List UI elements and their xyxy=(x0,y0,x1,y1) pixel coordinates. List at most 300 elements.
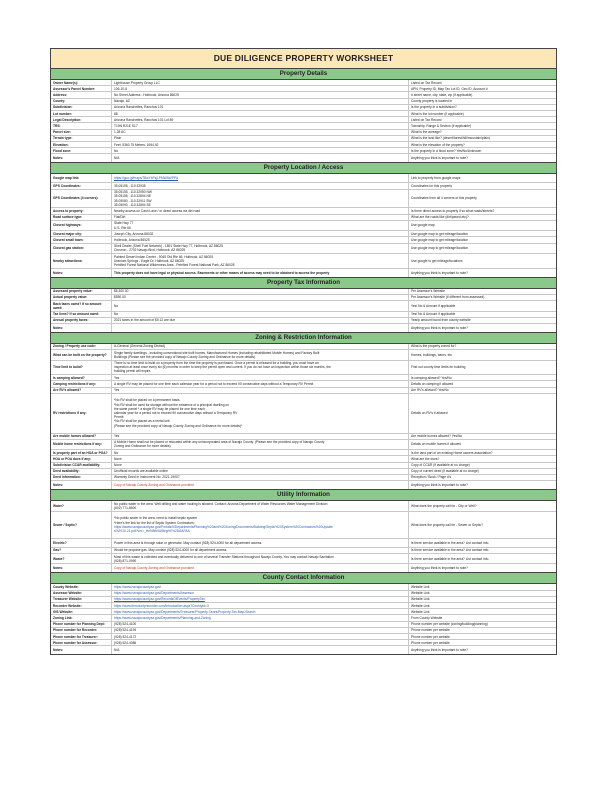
value-text: 2021 taxes in the amount of $9.12 are due xyxy=(114,318,176,323)
value-text: 35.05155, -110.32894 NE xyxy=(114,194,151,199)
row-value xyxy=(112,123,409,128)
row-note: Find out county time limits for building xyxy=(411,365,466,370)
row-value[interactable] xyxy=(112,603,409,608)
row-label: Assessor's Parcel Number: xyxy=(51,86,112,91)
row-note: Website Link xyxy=(411,584,430,589)
table-row xyxy=(51,602,556,608)
table-row xyxy=(51,236,556,242)
row-note: What is the elevation of the property? xyxy=(411,142,465,147)
value-text: *No RV shall be placed on a permanent basis. xyxy=(114,398,181,403)
table-row xyxy=(51,220,556,230)
row-label: Are mobile homes allowed? xyxy=(51,434,112,439)
row-label: Annual property taxes: xyxy=(51,318,112,323)
row-label: Access to property: xyxy=(51,208,112,213)
value-text xyxy=(114,326,406,330)
row-note: Use google map to get mileage/location xyxy=(411,237,469,242)
row-value xyxy=(112,301,409,310)
row-note: What are the roads like (dirt/paved,etc)? xyxy=(411,215,469,220)
value-text: Would be propane gas. May contact (928) 524-4000 for all department access. xyxy=(114,548,228,553)
value-text: Permit xyxy=(114,415,124,420)
table-row xyxy=(51,230,556,236)
row-value xyxy=(112,469,409,474)
table-row xyxy=(51,153,556,162)
section-header: Utility Information xyxy=(50,490,557,501)
row-note: Anything you think is important to note? xyxy=(411,270,468,275)
row-label: Closest small town: xyxy=(51,237,112,242)
row-label: GIS Website: xyxy=(51,609,112,614)
row-label: Notes: xyxy=(51,564,112,572)
value-text: A-General (General Zoning District) xyxy=(114,344,166,349)
value-text: Single family dwellings - including conventional site built homes, Manufactured Homes (including rehabilitated Mobile Homes) and Factory Built xyxy=(114,350,320,355)
row-value xyxy=(112,481,409,489)
table-row xyxy=(51,189,556,208)
table-row xyxy=(51,253,556,268)
row-label: Legal Description: xyxy=(51,117,112,122)
value-text: T19N R21E S17 xyxy=(114,123,138,128)
table-row xyxy=(51,104,556,110)
row-value xyxy=(112,475,409,480)
value-text: Plain xyxy=(114,136,122,141)
value-text: *Here's the link for the list of Septic System Contractors: xyxy=(114,520,195,525)
row-label: Zoning / Property use code: xyxy=(51,344,112,349)
table-row xyxy=(51,614,556,620)
row-note: Use google map to get mileage/location xyxy=(411,246,469,251)
table-row xyxy=(51,116,556,122)
row-note: # street name, city, state, zip (if applicable) xyxy=(411,92,473,97)
table-row xyxy=(51,344,556,349)
value-text: $550.00 xyxy=(114,295,126,300)
row-value xyxy=(112,190,409,208)
row-label: Tax liens? If so amount owed: xyxy=(51,312,112,317)
value-text: Petrified Forest National Wilderness Area - Petrified Forest National Park, AZ 86028 xyxy=(114,262,235,267)
row-note: Website Link xyxy=(411,597,430,602)
value-text: (928) 524-4086 xyxy=(114,640,137,645)
row-note: Anything you think is important to note? xyxy=(411,648,468,653)
table-row xyxy=(51,98,556,104)
value-text: None xyxy=(114,456,122,461)
value-text: the same parcel * a single RV may be placed for one time each xyxy=(114,406,205,411)
row-note: What is the acreage? xyxy=(411,130,442,135)
section-table xyxy=(50,80,557,163)
value-text: No xyxy=(114,303,119,308)
row-value[interactable] xyxy=(112,591,409,596)
row-value xyxy=(112,208,409,213)
table-row xyxy=(51,645,556,654)
row-note: Per Assessor's Website xyxy=(411,289,445,294)
row-value xyxy=(112,628,409,633)
row-value xyxy=(112,501,409,510)
row-label: County Website: xyxy=(51,584,112,589)
row-value xyxy=(112,440,409,449)
row-value xyxy=(112,105,409,110)
value-text: Nearby access on Cash Lane / or direct access via dirt road xyxy=(114,208,200,213)
table-row xyxy=(51,608,556,614)
table-row xyxy=(51,633,556,639)
row-label: County: xyxy=(51,99,112,104)
row-value xyxy=(112,361,409,375)
row-value xyxy=(112,183,409,188)
table-row xyxy=(51,501,556,510)
section-table xyxy=(50,174,557,277)
value-text: 35.05155, -110.32950 NW xyxy=(114,190,152,195)
row-note: Coordinates from all 4 corners of this property xyxy=(411,196,477,201)
table-row xyxy=(51,147,556,153)
table-row xyxy=(51,85,556,91)
row-note: Anything you think is important to note? xyxy=(411,566,468,571)
row-label: Elevation: xyxy=(51,142,112,147)
row-value xyxy=(112,136,409,141)
row-note: Listed on Tax Record xyxy=(411,80,442,85)
value-text: N/A xyxy=(114,156,120,161)
section-header: Property Location / Access xyxy=(50,163,557,174)
row-label: Treasurer Website: xyxy=(51,597,112,602)
value-text: 88 xyxy=(114,111,118,116)
row-value xyxy=(112,269,409,277)
row-value[interactable] xyxy=(112,174,409,182)
row-value xyxy=(112,99,409,104)
row-label: GPS Coordinates: xyxy=(51,183,112,188)
row-label: Back taxes owed? If so amount owed: xyxy=(51,301,112,310)
value-text: This property does not have legal or physical access. Easements or other means of access may need to be obtained to access the property xyxy=(114,270,330,275)
table-row xyxy=(51,135,556,141)
row-label: Closest highways: xyxy=(51,221,112,230)
row-value xyxy=(112,548,409,553)
row-note: What is the lot number (if applicable) xyxy=(411,111,464,116)
row-label: Water? xyxy=(51,501,112,510)
value-text: inspection at least once every six (6) months in order to keep the permit open and current. If you do not have an inspection within those six months, the xyxy=(114,365,331,370)
row-value xyxy=(112,142,409,147)
section-table xyxy=(50,289,557,333)
section-table xyxy=(50,501,557,573)
value-text: Most of this waste is collected and eventually delivered to one of several Transfer Stations throughout Navajo County. You may contact Navajo Sanitation xyxy=(114,554,334,559)
row-label: Assessor Website: xyxy=(51,591,112,596)
row-label: What can be built on the property? xyxy=(51,350,112,359)
value-text: Arizona Ranchettes, Ranchos 101 xyxy=(114,105,164,110)
row-label: Address: xyxy=(51,92,112,97)
value-text: Chevron - 2702 Navajo Blvd, Holbrook, AZ 86025 xyxy=(114,248,186,253)
row-note: Listed on Tax Record xyxy=(411,117,442,122)
row-note: Is there service available in the area? List contact info. xyxy=(411,556,490,561)
value-link[interactable]: https://www.thecountyrecorder.com/Introduction.aspx?CountyId=3 xyxy=(114,603,209,608)
row-label: Electric? xyxy=(51,539,112,547)
row-value xyxy=(112,318,409,323)
row-label: Phone number for Planning Dept: xyxy=(51,622,112,627)
row-label: Notes: xyxy=(51,646,112,654)
value-text: Painted Desert Indian Center - 9045 Old Rte 66, Holbrook, AZ 86025 xyxy=(114,254,214,259)
value-text: building permit will expire. xyxy=(114,369,152,374)
row-value xyxy=(112,295,409,300)
row-value xyxy=(112,388,409,393)
value-text: None xyxy=(114,463,122,468)
value-text: Zoning and Ordinance for more details) xyxy=(114,444,171,449)
row-value xyxy=(112,111,409,116)
row-note: Phone number per website (zoning/building/planning) xyxy=(411,622,488,627)
value-text: No public water in the area. Well drilling and water hauling is allowed. Contact: Arizona Department of Water Resources Water Management Division xyxy=(114,501,328,506)
table-row xyxy=(51,393,556,433)
row-label: Sewer / Septic? xyxy=(51,512,112,538)
row-value xyxy=(112,289,409,294)
value-text: 106-10-8 xyxy=(114,86,128,91)
row-value xyxy=(112,640,409,645)
value-text: Copy of Navajo County Zoning and Ordinance provided xyxy=(114,566,194,571)
row-note: Township, Range & Section (if applicable) xyxy=(411,123,471,128)
row-value xyxy=(112,434,409,439)
row-label: Google map link: xyxy=(51,174,112,182)
row-note: Is there service available in the area? List contact info. xyxy=(411,540,490,545)
value-text: 35.05080, -110.32911 SW xyxy=(114,198,152,203)
row-note: Yes/ No & Amount if applicable xyxy=(411,312,456,316)
row-label: Actual property value: xyxy=(51,295,112,300)
row-label: Is camping allowed? xyxy=(51,375,112,380)
row-note: Use google to get mileage/locations xyxy=(411,258,463,263)
value-text xyxy=(114,428,406,432)
value-text: There is no time limit to build on a property from the time the property is purchased. Once a permit is released for a building, you must have an xyxy=(114,361,319,366)
table-row xyxy=(51,538,556,547)
value-text: Warranty Deed in Instrument No. 2021-19007 xyxy=(114,475,180,480)
value-text: (928) 524-4172 xyxy=(114,634,137,639)
table-row xyxy=(51,317,556,323)
value-text: $8,300.00 xyxy=(114,289,129,294)
table-row xyxy=(51,627,556,633)
value-text: (928) 871-0990 xyxy=(114,558,137,563)
row-label: Flood zone: xyxy=(51,148,112,153)
row-label: HOA or POA dues if any: xyxy=(51,456,112,461)
table-row xyxy=(51,455,556,461)
row-value xyxy=(112,350,409,359)
value-text: (Please see the provided copy of Navajo County Zoning and Ordinance for more details)* xyxy=(114,423,243,428)
row-note: Coordinates for this property xyxy=(411,183,453,188)
table-row xyxy=(51,243,556,253)
value-link[interactable]: s%2010-21.pdf?ver=_HeXBtb9Uf8egHX%2DAAFAA xyxy=(114,528,190,533)
row-value xyxy=(112,344,409,349)
table-row xyxy=(51,553,556,563)
row-value xyxy=(112,463,409,468)
row-note: What are the dues? xyxy=(411,456,440,461)
row-label: Deed availability: xyxy=(51,469,112,474)
row-label: Terrain type: xyxy=(51,136,112,141)
row-note: From County Website xyxy=(411,615,443,620)
table-row xyxy=(51,468,556,474)
row-note: Are mobile homes allowed? Yes/No xyxy=(411,434,463,439)
row-label: Phone number for Assessor: xyxy=(51,640,112,645)
table-row xyxy=(51,311,556,317)
row-note: Is there direct access to property if so what roads/streets? xyxy=(411,208,495,213)
row-label: Time limit to build? xyxy=(51,361,112,375)
table-row xyxy=(51,122,556,128)
section-header: County Contact Information xyxy=(50,573,557,584)
value-text: (602) 771-8500 xyxy=(114,505,137,510)
table-row xyxy=(51,323,556,332)
row-value xyxy=(112,254,409,268)
row-value[interactable] xyxy=(112,584,409,589)
row-label: Nearby attractions: xyxy=(51,254,112,268)
row-note: Is the property in a subdivision? xyxy=(411,105,457,110)
row-note: Anything you think is important to note? xyxy=(411,325,468,330)
value-text: Joseph City, Arizona 86032 xyxy=(114,231,154,236)
table-row xyxy=(51,349,556,359)
row-value xyxy=(112,312,409,317)
value-text: Holbrook, Arizona 86025 xyxy=(114,237,150,242)
row-note: Reception / Book / Page #'s xyxy=(411,475,452,480)
row-label: Lot number: xyxy=(51,111,112,116)
row-label: Notes: xyxy=(51,154,112,162)
table-row xyxy=(51,182,556,188)
row-note: Anything you think is important to note? xyxy=(411,483,468,488)
row-label: Phone number for Recorder: xyxy=(51,628,112,633)
value-text: (928) 524-4194 xyxy=(114,628,137,633)
row-note: What does the property call for - City or Well? xyxy=(411,503,477,508)
value-text: A Mobile Home shall not be placed or relocated within any unincorporated area of Navajo County. (Please see the provided copy of Navajo County xyxy=(114,440,325,445)
row-value xyxy=(112,450,409,455)
row-note: Website Link xyxy=(411,603,430,608)
value-text: *No public sewer in the area, need to install septic system xyxy=(114,516,198,521)
table-row xyxy=(51,141,556,147)
row-label: Notes: xyxy=(51,481,112,489)
row-value[interactable] xyxy=(112,609,409,614)
row-note: Yes/ No & Amount if applicable xyxy=(411,303,456,308)
row-label: Subdivision: xyxy=(51,105,112,110)
value-text: *No RV shall be placed as a rental unit xyxy=(114,419,170,424)
row-note: County property is located in xyxy=(411,99,453,104)
row-value xyxy=(112,86,409,91)
row-label: Deed information: xyxy=(51,475,112,480)
table-row xyxy=(51,584,556,589)
table-row xyxy=(51,294,556,300)
value-text: Copy of Navajo County Zoning and Ordinance provided xyxy=(114,483,194,488)
table-row xyxy=(51,268,556,277)
row-note: Per Assessor's Website (if different from assessed) xyxy=(411,295,485,300)
value-text: Arizona Ranchettes, Ranchos 101 Lot 89 xyxy=(114,117,174,122)
row-value xyxy=(112,221,409,230)
row-label: Are RV's allowed? xyxy=(51,388,112,393)
table-row xyxy=(51,80,556,85)
table-row xyxy=(51,174,556,182)
worksheet-title: DUE DILIGENCE PROPERTY WORKSHEET xyxy=(50,48,557,69)
row-note: Phone number per website xyxy=(411,640,450,645)
value-text: State Hwy 77 xyxy=(114,221,134,226)
value-text: Yes xyxy=(114,388,120,393)
table-row xyxy=(51,449,556,455)
row-value xyxy=(112,237,409,242)
row-note: Yearly amount found from county website xyxy=(411,318,471,323)
table-row xyxy=(51,547,556,553)
row-label: RV restrictions if any: xyxy=(51,394,112,433)
value-text: Shell Dealer (Shell Fuel Network) - 1891 State Hwy 77, Holbrook, AZ 86025 xyxy=(114,244,223,249)
row-value xyxy=(112,634,409,639)
row-value[interactable] xyxy=(112,597,409,602)
value-link[interactable]: https://www.navajocountyaz.gov/ xyxy=(114,584,162,589)
row-note: Is the property in a flood zone? Yes/No/Unknown xyxy=(411,148,482,153)
row-label: Waste? xyxy=(51,554,112,563)
value-text: Feet: 5360.75 Meters: 1694.92 xyxy=(114,142,159,147)
row-value xyxy=(112,80,409,85)
row-label: Is property part of an HOA or POA? xyxy=(51,450,112,455)
table-row xyxy=(51,433,556,439)
row-value xyxy=(112,394,409,433)
value-text: A single RV may be placed for one time each calendar year for a period not to exceed 90 consecutive days without a Temporary RV Permit xyxy=(114,381,314,386)
row-note: Website Link xyxy=(411,591,430,596)
value-text: Navajo, AZ xyxy=(114,99,130,104)
row-note: Use google map to get mileage/location xyxy=(411,231,469,236)
table-row xyxy=(51,462,556,468)
row-value xyxy=(112,148,409,153)
row-value xyxy=(112,564,409,572)
table-row xyxy=(51,380,556,386)
row-value xyxy=(112,215,409,220)
row-note: Anything you think is important to note? xyxy=(411,156,468,161)
row-value xyxy=(112,381,409,386)
worksheet xyxy=(50,48,557,655)
table-row xyxy=(51,129,556,135)
value-text: No xyxy=(114,148,119,153)
row-note: Details on mobile homes if allowed xyxy=(411,442,462,447)
table-row xyxy=(51,639,556,645)
value-link[interactable]: https://goo.gl/maps/7BwYbFsjLPMWAWPPA xyxy=(114,176,178,181)
sections-container xyxy=(50,69,557,655)
table-row xyxy=(51,439,556,449)
table-row xyxy=(51,474,556,480)
table-row xyxy=(51,596,556,602)
table-row xyxy=(51,110,556,116)
section-header: Property Details xyxy=(50,69,557,80)
value-link[interactable]: https://www.navajocountyaz.gov/Portals/0/Departments/Planning%20and%20Zoning/Documents/Building/Septic%20System%20Contractors%20Update xyxy=(114,524,333,529)
value-text: Power in this area is through solar or generator. May contact (928) 524-4000 for all department access. xyxy=(114,540,263,545)
row-note: Is there service available in the area? List contact info. xyxy=(411,548,490,553)
row-label: Phone number for Treasurer: xyxy=(51,634,112,639)
row-value xyxy=(112,456,409,461)
row-label: Zoning Link: xyxy=(51,615,112,620)
row-value xyxy=(112,231,409,236)
row-label: Road surface type: xyxy=(51,215,112,220)
value-text: Buildings (Please see the provided copy of Navajo County Zoning and Ordinance for more details) xyxy=(114,354,256,359)
value-link[interactable]: https://www.navajocountyaz.gov/Departments/Planning-and-Zoning xyxy=(114,615,211,620)
value-text: No Street Address - Holbrook, Arizona 86025 xyxy=(114,92,179,97)
row-value[interactable] xyxy=(112,615,409,620)
row-value xyxy=(112,117,409,122)
row-note: Details on camping if allowed xyxy=(411,381,454,386)
value-link[interactable]: https://www.navajocountyaz.gov/Departments/Treasurer/Property-Taxes/Property-Tax-Map-Search xyxy=(114,609,256,614)
row-value xyxy=(112,324,409,332)
value-text: Yes xyxy=(114,434,120,439)
table-row xyxy=(51,621,556,627)
section-header: Zoning & Restriction Information xyxy=(50,333,557,344)
row-value xyxy=(112,539,409,547)
section-table xyxy=(50,344,557,490)
table-row xyxy=(51,387,556,393)
table-row xyxy=(51,91,556,97)
value-link[interactable]: https://www.navajocountyaz.gov/RecordsOfEvents/PropertyTax xyxy=(114,597,205,602)
value-link[interactable]: https://www.navajocountyaz.gov/Departments/Assessor xyxy=(114,591,195,596)
row-label: Gas? xyxy=(51,548,112,553)
section-header: Property Tax Information xyxy=(50,278,557,289)
value-text: U.S. Rte 66 xyxy=(114,225,131,230)
value-text: (928) 524-4100 xyxy=(114,622,137,627)
table-row xyxy=(51,300,556,310)
section-table xyxy=(50,584,557,655)
row-label: Closest major city: xyxy=(51,231,112,236)
row-value xyxy=(112,622,409,627)
table-row xyxy=(51,374,556,380)
row-value xyxy=(112,92,409,97)
value-text: No xyxy=(114,450,119,455)
row-note: What is the property zoned for? xyxy=(411,344,457,349)
row-note: Phone number per website xyxy=(411,634,450,639)
row-note: Website Link xyxy=(411,609,430,614)
value-text: Yes xyxy=(114,375,120,380)
row-note: Link to property from google maps xyxy=(411,176,461,181)
row-note: Copy of CC&R (if available at no charge) xyxy=(411,463,470,468)
table-row xyxy=(51,360,556,375)
